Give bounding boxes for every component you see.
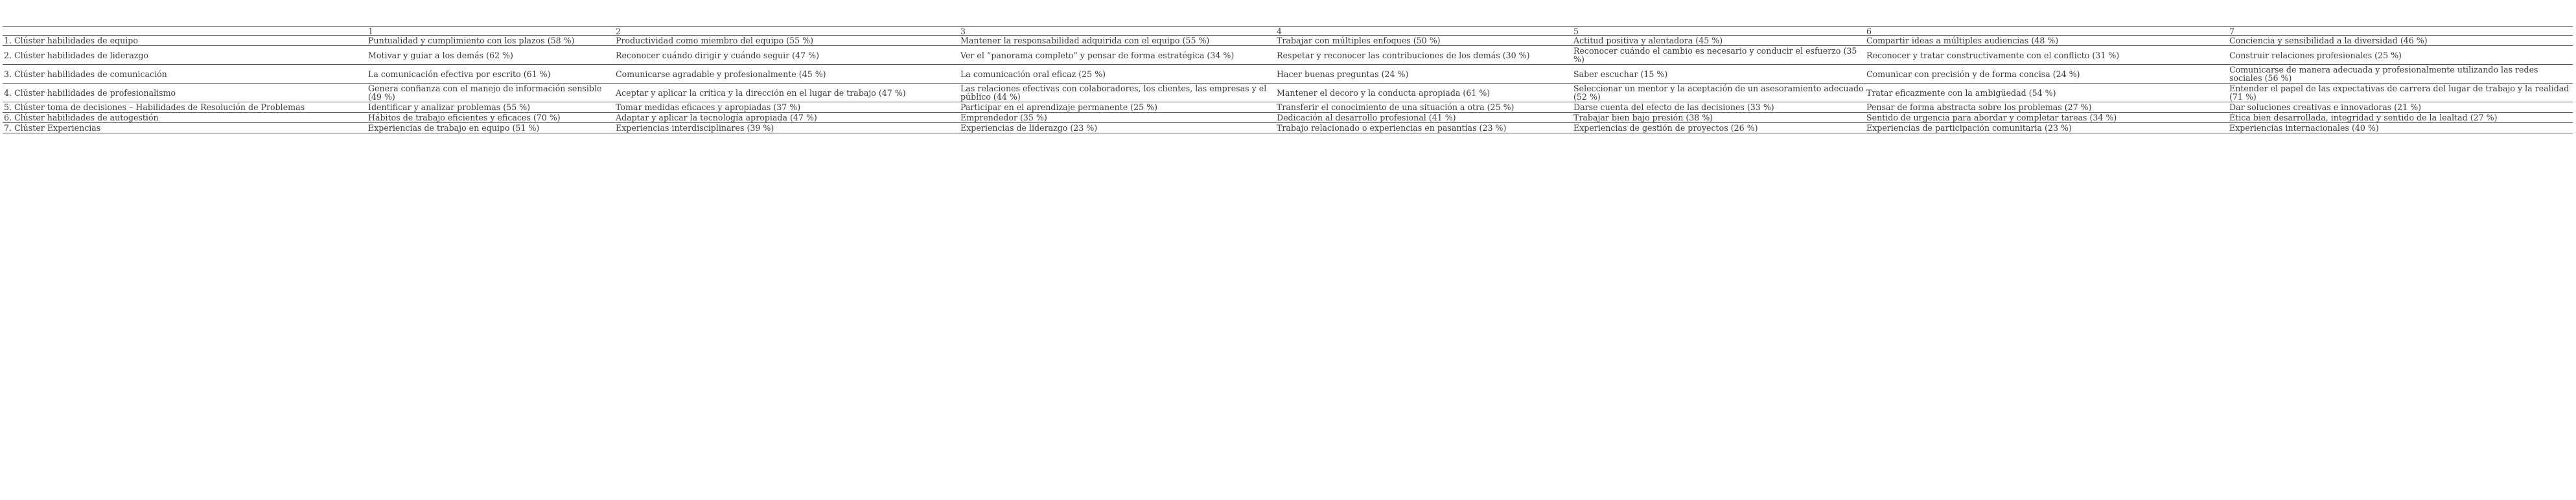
table-cell: Construir relaciones profesionales (25 %): [2229, 50, 2402, 60]
table-row: [3, 123, 2573, 133]
table-row: [3, 84, 2573, 102]
table-cell: Comunicar con precisión y de forma concisa (24 %): [1866, 69, 2080, 79]
table-row: [3, 36, 2573, 46]
competencies-table: [3, 26, 2573, 133]
table-cell: Pensar de forma abstracta sobre los problemas (27 %): [1866, 102, 2092, 112]
table-cell: Dar soluciones creativas e innovadoras (21 %): [2229, 102, 2422, 112]
table-row: [3, 113, 2573, 123]
table-cell: Adaptar y aplicar la tecnología apropiada (47 %): [616, 113, 817, 122]
table-cell: Mantener la responsabilidad adquirida con el equipo (55 %): [960, 36, 1210, 45]
table-cell: Experiencias de participación comunitaria (23 %): [1866, 123, 2072, 133]
table-cell: Identificar y analizar problemas (55 %): [368, 102, 531, 112]
table-cell: Motivar y guiar a los demás (62 %): [368, 50, 513, 60]
table-cell: Genera confianza con el manejo de información sensible (49 %): [368, 84, 602, 102]
table-cell: La comunicación oral eficaz (25 %): [960, 69, 1106, 79]
table-cell: Hábitos de trabajo eficientes y eficaces (70 %): [368, 113, 561, 122]
table-cell: Experiencias interdisciplinares (39 %): [616, 123, 774, 133]
table-cell: Saber escuchar (15 %): [1573, 69, 1668, 79]
header-cell-5: 5: [1573, 27, 1579, 36]
header-row: [3, 27, 2573, 36]
header-cell-7: 7: [2229, 27, 2235, 36]
table-cell: Reconocer y tratar constructivamente con el conflicto (31 %): [1866, 50, 2120, 60]
table-cell: Ver el “panorama completo” y pensar de forma estratégica (34 %): [960, 50, 1235, 60]
table-cell: Respetar y reconocer las contribuciones de los demás (30 %): [1277, 50, 1530, 60]
table-cell: Trabajar bien bajo presión (38 %): [1573, 113, 1713, 122]
table-cell: Comunicarse agradable y profesionalmente (45 %): [616, 69, 826, 79]
table-cell: Emprendedor (35 %): [960, 113, 1047, 122]
table-row: [3, 102, 2573, 113]
table-cell: Reconocer cuándo dirigir y cuándo seguir (47 %): [616, 50, 819, 60]
table-cell: Reconocer cuándo el cambio es necesario y conducir el esfuerzo (35 %): [1573, 46, 1857, 64]
table-cell: Productividad como miembro del equipo (55 %): [616, 36, 814, 45]
header-cell-1: 1: [368, 27, 374, 36]
table-cell: Sentido de urgencia para abordar y completar tareas (34 %): [1866, 113, 2117, 122]
table-cell: Hacer buenas preguntas (24 %): [1277, 69, 1409, 79]
cluster-name-cell: 4. Clúster habilidades de profesionalismo: [4, 87, 176, 98]
header-cell-6: 6: [1866, 27, 1872, 36]
table-cell: Entender el papel de las expectativas de carrera del lugar de trabajo y la realidad (71 %): [2229, 84, 2570, 102]
table-row: [3, 65, 2573, 84]
cluster-name-cell: 6. Clúster habilidades de autogestión: [4, 113, 159, 122]
header-cell-4: 4: [1277, 27, 1282, 36]
table-cell: Aceptar y aplicar la crítica y la dirección en el lugar de trabajo (47 %): [616, 87, 906, 98]
table-cell: Experiencias de gestión de proyectos (26 %): [1573, 123, 1758, 133]
table-cell: Darse cuenta del efecto de las decisiones (33 %): [1573, 102, 1774, 112]
table-cell: Tomar medidas eficaces y apropiadas (37 %): [616, 102, 801, 112]
cluster-name-cell: 1. Clúster habilidades de equipo: [4, 36, 138, 45]
table-cell: Participar en el aprendizaje permanente (25 %): [960, 102, 1157, 112]
cluster-name-cell: 5. Clúster toma de decisiones – Habilidades de Resolución de Problemas: [4, 102, 305, 112]
table-cell: Puntualidad y cumplimiento con los plazos (58 %): [368, 36, 575, 45]
header-cell-3: 3: [960, 27, 966, 36]
table-cell: Tratar eficazmente con la ambigüedad (54 %): [1866, 87, 2056, 98]
cluster-name-cell: 7. Clúster Experiencias: [4, 123, 101, 133]
competencies-table-container: [3, 26, 2573, 133]
table-cell: Mantener el decoro y la conducta apropiada (61 %): [1277, 87, 1491, 98]
cluster-name-cell: 2. Clúster habilidades de liderazgo: [4, 50, 149, 60]
table-cell: Dedicación al desarrollo profesional (41 %): [1277, 113, 1456, 122]
table-cell: Experiencias de liderazgo (23 %): [960, 123, 1098, 133]
header-cell-2: 2: [616, 27, 621, 36]
table-cell: Conciencia y sensibilidad a la diversidad (46 %): [2229, 36, 2428, 45]
table-cell: Transferir el conocimiento de una situación a otra (25 %): [1277, 102, 1514, 112]
table-cell: Las relaciones efectivas con colaboradores, los clientes, las empresas y el público (44 %): [960, 84, 1267, 102]
table-cell: Experiencias internacionales (40 %): [2229, 123, 2379, 133]
table-cell: Seleccionar un mentor y la aceptación de un asesoramiento adecuado (52 %): [1573, 84, 1864, 102]
table-row: [3, 46, 2573, 65]
table-body: [3, 36, 2573, 133]
header-cell-cluster: [3, 27, 367, 36]
table-cell: Ética bien desarrollada, integridad y sentido de la lealtad (27 %): [2229, 113, 2498, 122]
table-cell: Compartir ideas a múltiples audiencias (48 %): [1866, 36, 2059, 45]
table-header: [3, 27, 2573, 36]
table-cell: Trabajar con múltiples enfoques (50 %): [1277, 36, 1441, 45]
cluster-name-cell: 3. Clúster habilidades de comunicación: [4, 69, 167, 79]
table-cell: Experiencias de trabajo en equipo (51 %): [368, 123, 540, 133]
table-cell: La comunicación efectiva por escrito (61 %): [368, 69, 551, 79]
table-cell: Comunicarse de manera adecuada y profesionalmente utilizando las redes sociales (56 %): [2229, 65, 2538, 83]
table-cell: Actitud positiva y alentadora (45 %): [1573, 36, 1723, 45]
table-cell: Trabajo relacionado o experiencias en pasantías (23 %): [1277, 123, 1507, 133]
